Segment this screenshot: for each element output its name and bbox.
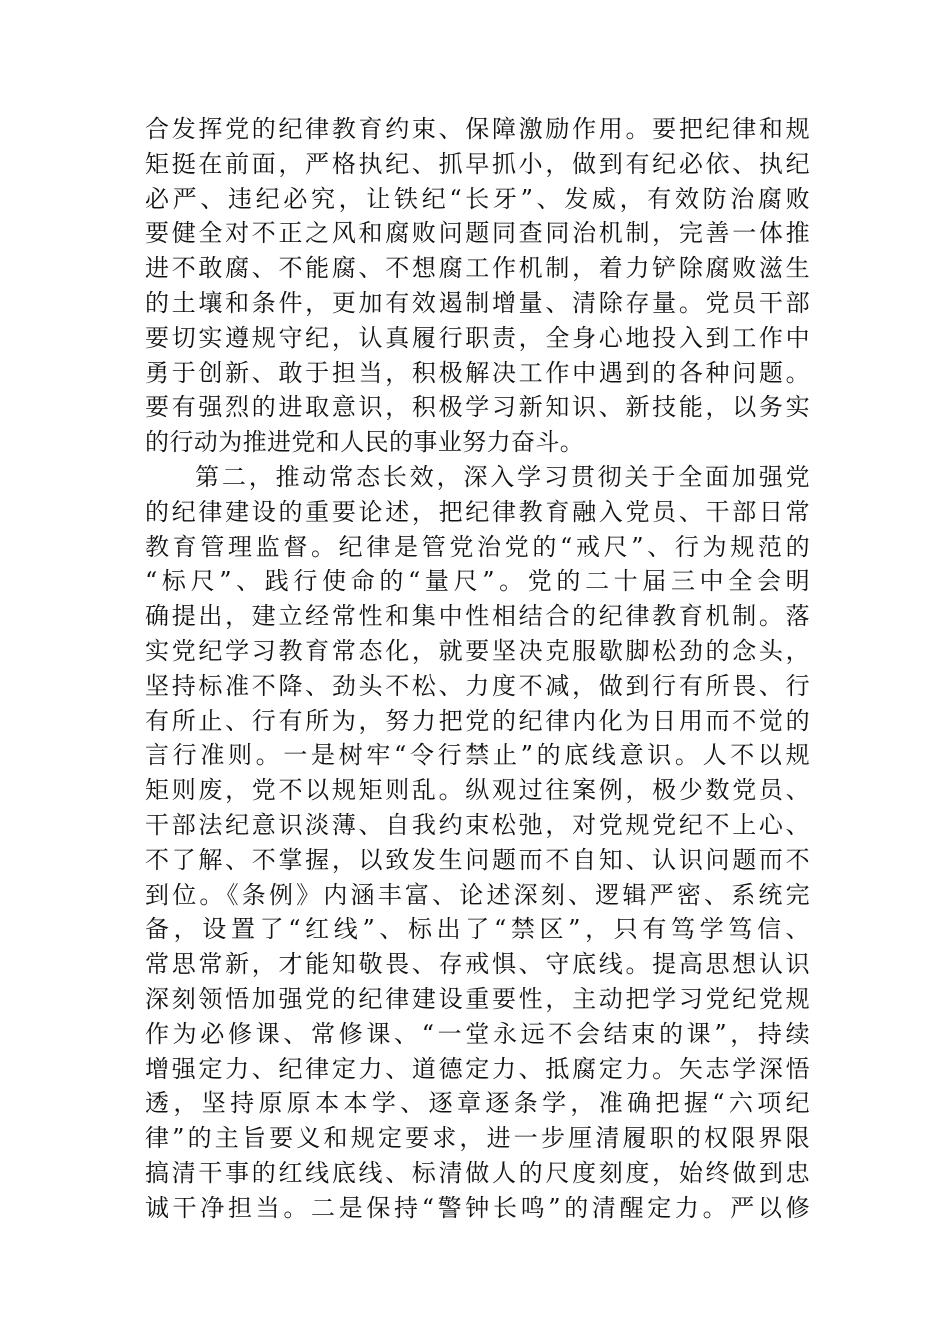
text-line: 矩则废，党不以规矩则乱。纵观过往案例，极少数党员、 [145,776,810,805]
text-line: 实党纪学习教育常态化，就要坚决克服歇脚松劲的念头， [145,636,810,665]
text-line: 矩挺在前面，严格执纪、抓早抓小，做到有纪必依、执纪 [145,149,810,178]
text-line: 坚持标准不降、劲头不松、力度不减，做到行有所畏、行 [145,671,810,700]
text-line: 干部法纪意识淡薄、自我约束松弛，对党规党纪不上心、 [145,810,810,839]
text-line: “标尺”、践行使命的“量尺”。党的二十届三中全会明 [145,567,810,596]
text-line: 确提出，建立经常性和集中性相结合的纪律教育机制。落 [145,602,810,631]
text-line: 透，坚持原原本本学、逐章逐条学，准确把握“六项纪 [145,1089,810,1118]
text-line: 勇于创新、敢于担当，积极解决工作中遇到的各种问题。 [145,358,810,387]
text-line: 要有强烈的进取意识，积极学习新知识、新技能，以务实 [145,393,810,422]
text-line: 言行准则。一是树牢“令行禁止”的底线意识。人不以规 [145,741,810,770]
text-line: 备，设置了“红线”、标出了“禁区”，只有笃学笃信、 [145,915,810,944]
text-line: 有所止、行有所为，努力把党的纪律内化为日用而不觉的 [145,706,810,735]
text-line: 常思常新，才能知敬畏、存戒惧、守底线。提高思想认识 [145,950,810,979]
text-line: 教育管理监督。纪律是管党治党的“戒尺”、行为规范的 [145,532,810,561]
paragraph-end-line: 的行动为推进党和人民的事业努力奋斗。 [145,428,585,457]
text-line: 要切实遵规守纪，认真履行职责，全身心地投入到工作中 [145,323,810,352]
text-line: 的纪律建设的重要论述，把纪律教育融入党员、干部日常 [145,497,810,526]
document-body [145,112,810,1226]
text-line: 搞清干事的红线底线、标清做人的尺度刻度，始终做到忠 [145,1158,810,1187]
text-line: 合发挥党的纪律教育约束、保障激励作用。要把纪律和规 [145,115,810,143]
text-line: 诚干净担当。二是保持“警钟长鸣”的清醒定力。严以修 [145,1193,810,1222]
text-line: 要健全对不正之风和腐败问题同查同治机制，完善一体推 [145,219,810,248]
text-line: 不了解、不掌握，以致发生问题而不自知、认识问题而不 [145,845,810,874]
text-line: 必严、违纪必究，让铁纪“长牙”、发威，有效防治腐败 [145,184,810,213]
text-line: 的土壤和条件，更加有效遏制增量、清除存量。党员干部 [145,288,810,317]
text-line: 作为必修课、常修课、“一堂永远不会结束的课”，持续 [145,1019,810,1048]
text-line: 到位。《条例》内涵丰富、论述深刻、逻辑严密、系统完 [145,880,810,909]
paragraph-start-line: 第二，推动常态长效，深入学习贯彻关于全面加强党 [195,462,810,491]
text-line: 进不敢腐、不能腐、不想腐工作机制，着力铲除腐败滋生 [145,254,810,283]
text-line: 增强定力、纪律定力、道德定力、抵腐定力。矢志学深悟 [145,1054,810,1083]
text-line: 律”的主旨要义和规定要求，进一步厘清履职的权限界限 [145,1124,810,1153]
text-line: 深刻领悟加强党的纪律建设重要性，主动把学习党纪党规 [145,984,810,1013]
